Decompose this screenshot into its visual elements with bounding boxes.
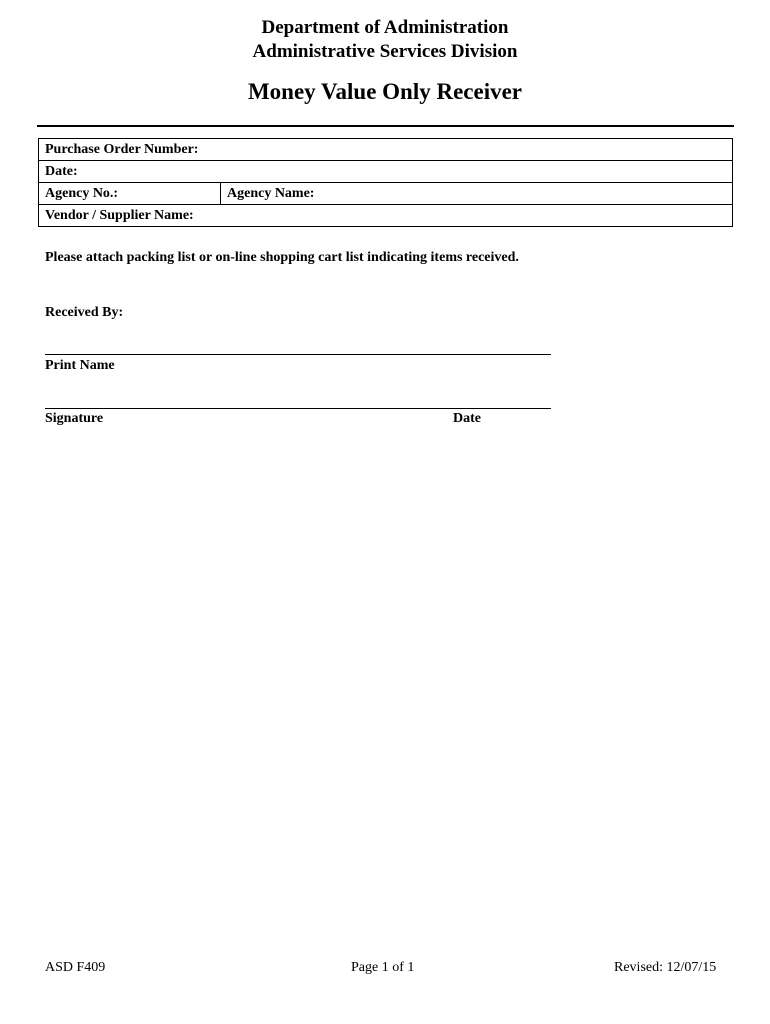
print-name-label: Print Name — [45, 358, 115, 373]
attachment-instructions: Please attach packing list or on-line shopping cart list indicating items received. — [45, 250, 519, 265]
order-info-table — [38, 138, 733, 227]
table-row — [39, 183, 733, 205]
table-row — [39, 205, 733, 227]
agency-no-field[interactable]: Agency No.: — [39, 183, 221, 205]
agency-name-field[interactable]: Agency Name: — [221, 183, 733, 205]
revision-date: Revised: 12/07/15 — [614, 960, 717, 975]
division-name: Administrative Services Division — [252, 41, 518, 62]
received-by-label: Received By: — [45, 305, 124, 320]
page-number: Page 1 of 1 — [351, 960, 415, 975]
document-header — [0, 16, 770, 107]
form-title: Money Value Only Receiver — [247, 79, 523, 104]
department-name: Department of Administration — [261, 17, 509, 38]
purchase-order-field[interactable]: Purchase Order Number: — [39, 139, 733, 161]
header-divider — [37, 125, 734, 127]
table-row — [39, 139, 733, 161]
form-id: ASD F409 — [45, 960, 106, 975]
vendor-name-field[interactable]: Vendor / Supplier Name: — [39, 205, 733, 227]
print-name-line[interactable] — [45, 354, 551, 355]
signature-line[interactable] — [45, 408, 551, 409]
signature-date-label: Date — [453, 411, 481, 426]
date-field[interactable]: Date: — [39, 161, 733, 183]
table-row — [39, 161, 733, 183]
signature-label: Signature — [45, 411, 104, 426]
